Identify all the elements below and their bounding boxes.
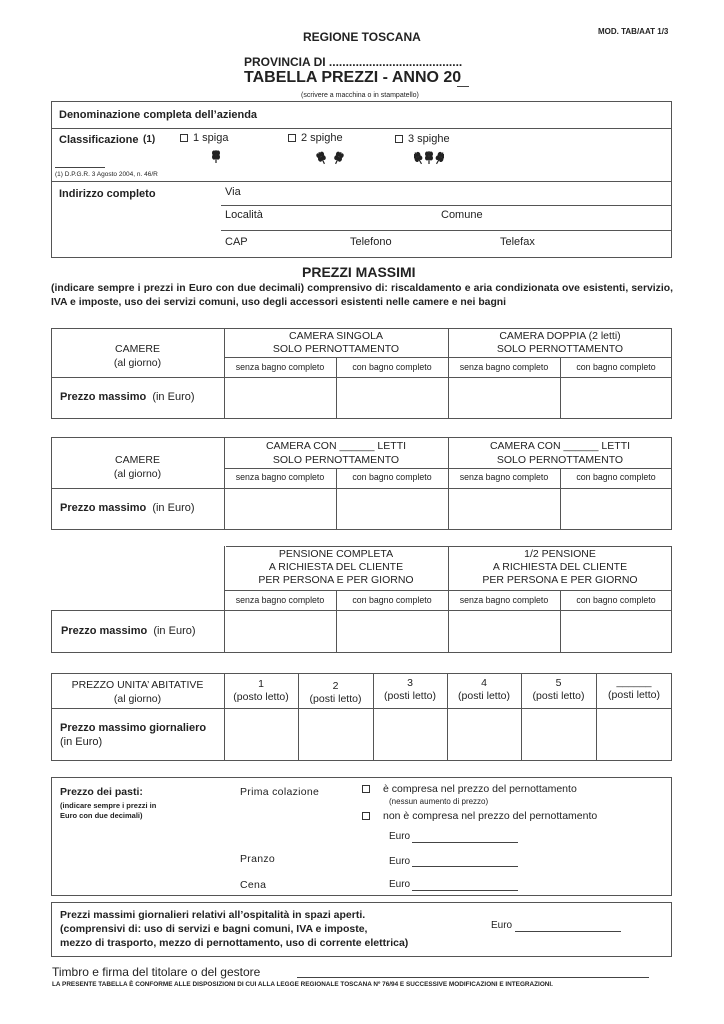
classification-footnote: (1) D.P.G.R. 3 Agosto 2004, n. 46/R — [55, 171, 158, 178]
t2-sub-without-b: senza bagno completo — [459, 472, 549, 482]
dinner-euro-input[interactable] — [412, 890, 518, 891]
t4-col-6-unit: (posti letto) — [608, 689, 660, 701]
t1-col-b-line2: SOLO PERNOTTAMENTO — [496, 343, 624, 355]
lunch-euro-label: Euro — [389, 856, 411, 867]
t3-price-half-with-input[interactable] — [561, 611, 671, 652]
t2-price-b-without-input[interactable] — [449, 489, 559, 529]
t4-price-label-text: Prezzo massimo giornaliero — [60, 722, 207, 734]
breakfast-not-included-label: non è compresa nel prezzo del pernottamento — [383, 810, 598, 822]
t2-price-unit: (in Euro) — [152, 502, 195, 514]
t3-col-b-line2: A RICHIESTA DEL CLIENTE — [492, 561, 628, 573]
t2-price-label-text: Prezzo massimo — [60, 502, 147, 514]
legal-notice: LA PRESENTE TABELLA È CONFORME ALLE DISPOSIZIONI DI CUI ALLA LEGGE REGIONALE TOSCANA Nº 76/94 E SUCCESSIVE MODIFICAZIONI E INTEGRAZIONI. — [52, 981, 553, 988]
t3-price-half-without-input[interactable] — [449, 611, 559, 652]
company-box — [51, 101, 672, 258]
t2-row-label-2: (al giorno) — [113, 468, 162, 480]
comune-label: Comune — [441, 209, 483, 221]
t1-sub-without-b: senza bagno completo — [459, 362, 549, 372]
t1-price-single-without-input[interactable] — [225, 378, 335, 418]
t4-price-unit: (in Euro) — [60, 736, 103, 748]
breakfast-euro-input[interactable] — [412, 842, 518, 843]
localita-label: Località — [225, 209, 263, 221]
t3-col-b-line1: 1/2 PENSIONE — [524, 548, 596, 560]
t2-col-b-line1: CAMERA CON ______ LETTI — [489, 440, 631, 452]
t1-price-label-text: Prezzo massimo — [60, 391, 147, 403]
option-3-spighe[interactable] — [395, 133, 450, 145]
t3-col-a-line3: PER PERSONA E PER GIORNO — [258, 574, 414, 586]
t3-col-b-line3: PER PERSONA E PER GIORNO — [482, 574, 638, 586]
t3-col-b-header — [448, 548, 672, 587]
lunch-euro-input[interactable] — [412, 866, 518, 867]
meals-note-1: (indicare sempre i prezzi in — [60, 801, 157, 810]
via-label: Via — [225, 186, 241, 198]
t4-col-5-unit: (posti letto) — [532, 690, 585, 702]
option-1-label: 1 spiga — [193, 132, 229, 144]
t4-col-5 — [521, 677, 596, 703]
t1-col-b-line1: CAMERA DOPPIA (2 letti) — [499, 330, 621, 342]
breakfast-included-label: è compresa nel prezzo del pernottamento — [383, 783, 577, 795]
open-air-line-3: mezzo di trasporto, mezzo di pernottamento, uso di corrente elettrica) — [60, 937, 409, 949]
t2-row-label — [51, 453, 224, 481]
dinner-euro-label: Euro — [389, 879, 411, 890]
wheat-3-icon — [414, 149, 444, 165]
cap-label: CAP — [225, 236, 248, 248]
t4-price-5-input[interactable] — [522, 709, 595, 760]
option-2-label: 2 spighe — [301, 132, 343, 144]
open-air-text — [60, 908, 408, 950]
checkbox-icon[interactable] — [362, 812, 370, 820]
t2-price-b-with-input[interactable] — [561, 489, 671, 529]
t1-price-label — [60, 391, 195, 403]
t1-col-a-line2: SOLO PERNOTTAMENTO — [272, 343, 400, 355]
t2-col-a-header — [224, 439, 448, 467]
t4-col-3 — [373, 677, 447, 703]
meals-label: Prezzo dei pasti: — [60, 786, 143, 798]
company-name-label: Denominazione completa dell’azienda — [59, 109, 258, 121]
t1-price-double-with-input[interactable] — [561, 378, 671, 418]
t1-sub-with-b: con bagno completo — [576, 362, 656, 372]
t2-col-b-header — [448, 439, 672, 467]
t3-sub-without-b: senza bagno completo — [459, 595, 549, 605]
t2-price-label — [60, 502, 195, 514]
t1-price-unit: (in Euro) — [152, 391, 195, 403]
meals-note — [60, 801, 156, 821]
t4-col-3-num: 3 — [407, 677, 413, 689]
wheat-2-icon — [316, 149, 344, 165]
t4-price-4-input[interactable] — [448, 709, 520, 760]
meals-note-2: Euro con due decimali) — [60, 811, 143, 820]
t4-col-6 — [596, 676, 672, 702]
dinner-label: Cena — [240, 879, 267, 891]
t2-sub-with-b: con bagno completo — [576, 472, 656, 482]
year-blank-line — [457, 86, 469, 87]
t2-col-a-line2: SOLO PERNOTTAMENTO — [272, 454, 400, 466]
t4-price-label — [60, 721, 206, 749]
option-3-label: 3 spighe — [408, 133, 450, 145]
page-title: TABELLA PREZZI - ANNO 20 — [244, 69, 462, 86]
breakfast-included-note: (nessun aumento di prezzo) — [389, 797, 489, 806]
t4-col-4-num: 4 — [481, 677, 487, 689]
t2-sub-with-a: con bagno completo — [352, 472, 432, 482]
t4-price-6-input[interactable] — [597, 709, 671, 760]
t4-col-6-num: ______ — [616, 676, 652, 688]
t1-row-label-1: CAMERE — [115, 343, 160, 355]
province-line: PROVINCIA DI ........................................ — [244, 55, 463, 69]
t3-price-full-without-input[interactable] — [225, 611, 335, 652]
telefax-label: Telefax — [500, 236, 535, 248]
option-2-spighe[interactable] — [288, 132, 343, 144]
region-title: REGIONE TOSCANA — [303, 30, 421, 44]
t3-col-a-header — [224, 548, 448, 587]
t4-price-1-input[interactable] — [225, 709, 297, 760]
page-subtitle: (scrivere a macchina o in stampatello) — [301, 92, 419, 99]
breakfast-label: Prima colazione — [240, 786, 320, 798]
t3-col-a-line2: A RICHIESTA DEL CLIENTE — [268, 561, 404, 573]
t4-col-1-unit: (posto letto) — [233, 691, 289, 703]
t4-row-label-1: PREZZO UNITA’ ABITATIVE — [71, 679, 204, 691]
t4-col-1-num: 1 — [258, 678, 264, 690]
signature-line[interactable] — [297, 977, 649, 978]
t4-col-2-num: 2 — [332, 680, 339, 692]
open-air-line-1: Prezzi massimi giornalieri relativi all’ospitalità in spazi aperti. — [60, 909, 366, 921]
telefono-label: Telefono — [350, 236, 392, 248]
t2-sub-without-a: senza bagno completo — [235, 472, 325, 482]
t2-row-label-1: CAMERE — [115, 454, 160, 466]
t1-col-b-header — [448, 330, 672, 356]
t4-col-3-unit: (posti letto) — [384, 690, 436, 702]
checkbox-icon[interactable] — [362, 785, 370, 793]
t4-price-3-input[interactable] — [374, 709, 446, 760]
t4-col-2-unit: (posti letto) — [309, 693, 362, 705]
t2-col-a-line1: CAMERA CON ______ LETTI — [265, 440, 407, 452]
breakfast-not-included-option[interactable] — [362, 810, 597, 822]
t2-price-a-without-input[interactable] — [225, 489, 335, 529]
t3-sub-with-a: con bagno completo — [352, 595, 432, 605]
open-air-euro-label: Euro — [491, 920, 513, 931]
t4-price-2-input[interactable] — [299, 709, 372, 760]
t1-price-single-with-input[interactable] — [337, 378, 447, 418]
t1-row-label — [51, 342, 224, 370]
lunch-label: Pranzo — [240, 853, 276, 865]
t1-price-double-without-input[interactable] — [449, 378, 559, 418]
prezzi-title: PREZZI MASSIMI — [302, 264, 416, 280]
t1-col-a-header — [224, 330, 448, 356]
t3-col-a-line1: PENSIONE COMPLETA — [278, 548, 394, 560]
t2-price-a-with-input[interactable] — [337, 489, 447, 529]
address-label: Indirizzo completo — [59, 188, 156, 200]
checkbox-icon[interactable] — [288, 134, 296, 142]
t2-col-b-line2: SOLO PERNOTTAMENTO — [496, 454, 624, 466]
t4-row-label — [51, 678, 224, 706]
t3-price-full-with-input[interactable] — [337, 611, 447, 652]
t1-row-label-2: (al giorno) — [113, 357, 162, 369]
t3-sub-without-a: senza bagno completo — [235, 595, 325, 605]
open-air-euro-input[interactable] — [515, 931, 621, 932]
t3-sub-with-b: con bagno completo — [576, 595, 656, 605]
classification-label: Classificazione — [59, 134, 139, 146]
breakfast-included-option[interactable] — [362, 783, 577, 795]
prezzi-note: (indicare sempre i prezzi in Euro con due decimali) comprensivo di: riscaldamento e aria condizionata ove esistenti, servizio, IVA e imposte, uso dei servizi comuni, uso degli accessori esistenti nelle camere e nei bagni — [51, 283, 673, 308]
t3-price-unit: (in Euro) — [153, 625, 196, 637]
t4-col-4 — [447, 677, 521, 703]
t3-price-label-text: Prezzo massimo — [61, 625, 148, 637]
t4-col-5-num: 5 — [555, 677, 562, 689]
model-code: MOD. TAB/AAT 1/3 — [598, 27, 669, 36]
t4-col-4-unit: (posti letto) — [458, 690, 510, 702]
classification-note-ref: (1) — [143, 134, 156, 145]
t3-price-label — [61, 625, 196, 637]
t1-sub-with-a: con bagno completo — [352, 362, 432, 372]
t1-sub-without-a: senza bagno completo — [235, 362, 325, 372]
wheat-1-icon — [210, 148, 222, 164]
option-1-spiga[interactable] — [180, 132, 228, 144]
t4-col-1 — [224, 678, 298, 704]
signature-label: Timbro e firma del titolare o del gestore — [52, 965, 261, 979]
open-air-line-2: (comprensivi di: uso di servizi e bagni comuni, IVA e imposte, — [60, 923, 368, 935]
breakfast-euro-label: Euro — [389, 831, 411, 842]
t4-row-label-2: (al giorno) — [113, 693, 162, 705]
checkbox-icon[interactable] — [180, 134, 188, 142]
t1-col-a-line1: CAMERA SINGOLA — [289, 330, 383, 342]
t4-col-2 — [298, 680, 373, 706]
checkbox-icon[interactable] — [395, 135, 403, 143]
